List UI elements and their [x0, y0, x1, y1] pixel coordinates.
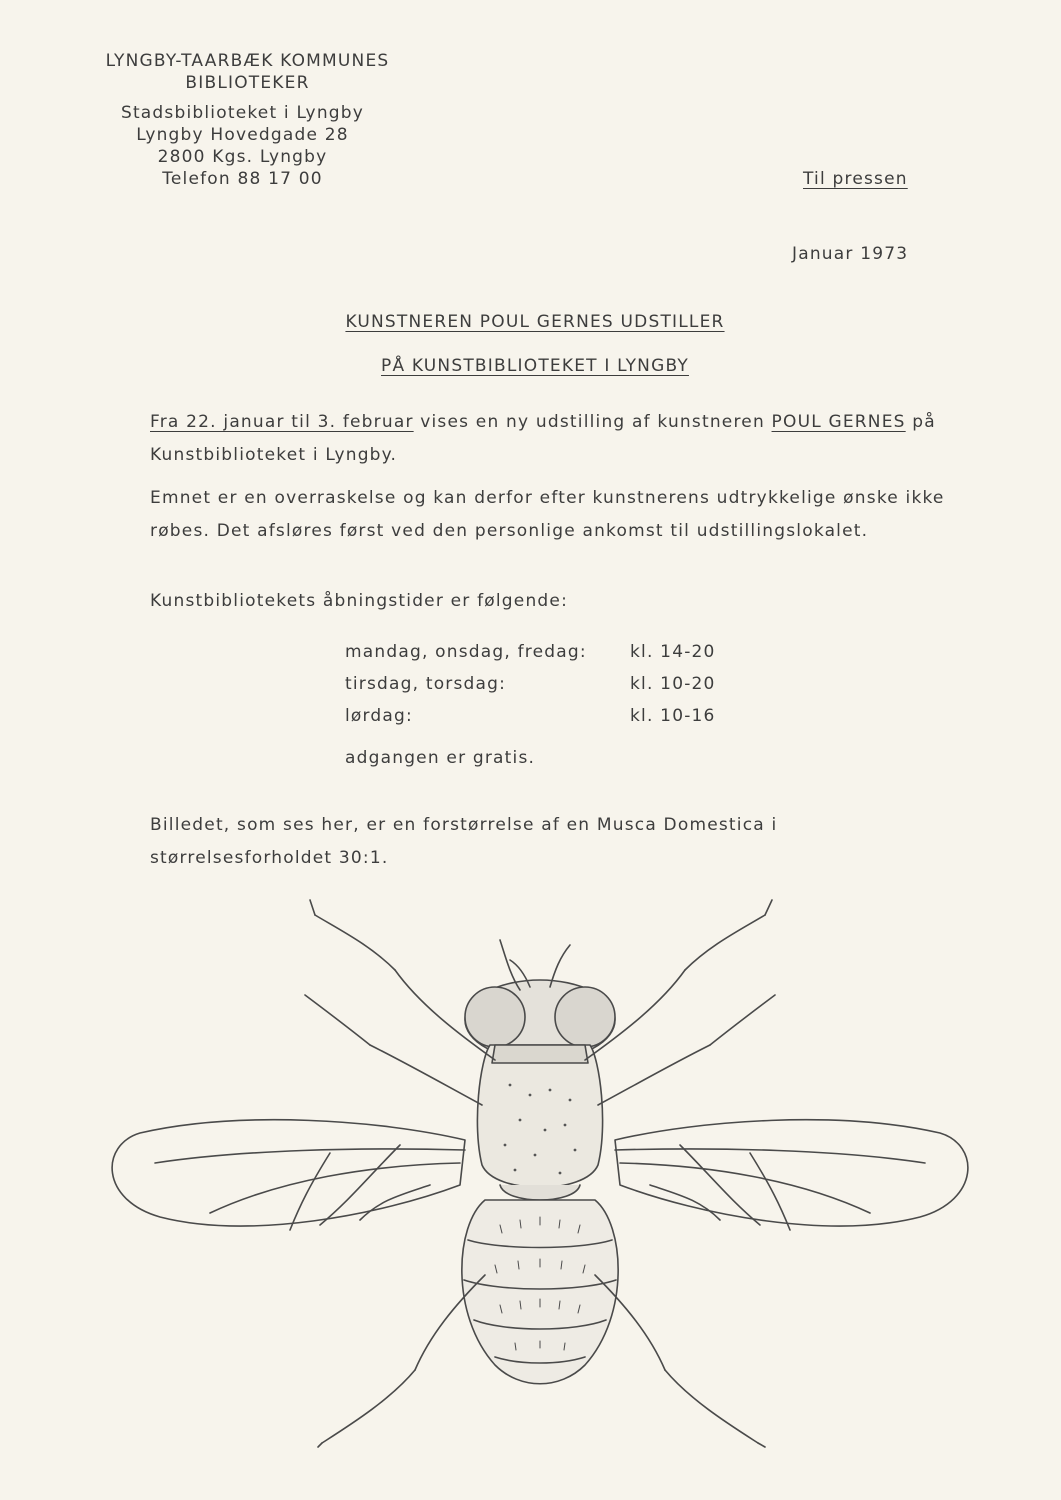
paragraph1-mid: vises en ny udstilling af kunstneren: [413, 412, 772, 432]
admission-note: adgangen er gratis.: [345, 748, 536, 768]
document-date: Januar 1973: [792, 244, 909, 264]
letterhead-org: [60, 50, 435, 94]
hours-row: [345, 700, 765, 732]
address-line-1: Stadsbiblioteket i Lyngby: [120, 103, 365, 123]
exhibition-dates: Fra 22. januar til 3. februar: [150, 412, 414, 432]
artist-name: POUL GERNES: [771, 412, 906, 432]
hours-row: [345, 636, 765, 668]
hours-days: lørdag:: [345, 706, 413, 726]
letterhead-address: [85, 102, 400, 190]
org-line-1: LYNGBY-TAARBÆK KOMMUNES: [105, 51, 390, 71]
opening-hours-table: [345, 636, 765, 732]
recipient-label: Til pressen: [803, 169, 908, 189]
paragraph-surprise: Emnet er en overraskelse og kan derfor efter kunstnerens udtrykkelige ønske ikke røbes. Det afsløres først ved den personlige ankomst til udstillingslokalet.: [150, 488, 945, 541]
housefly-illustration-icon: [100, 895, 980, 1475]
paragraph-exhibition-dates: [150, 406, 950, 472]
heading-line-1: KUNSTNEREN POUL GERNES UDSTILLER: [345, 312, 725, 332]
paragraph-illustration: Billedet, som ses her, er en forstørrelse af en Musca Domestica i størrelsesforholdet 30:1.: [150, 815, 778, 868]
heading-line-2: PÅ KUNSTBIBLIOTEKET I LYNGBY: [381, 356, 689, 376]
hours-time: kl. 14-20: [630, 642, 716, 662]
address-line-3: 2800 Kgs. Lyngby: [157, 147, 328, 167]
hours-row: [345, 668, 765, 700]
hours-time: kl. 10-20: [630, 674, 716, 694]
paragraph1-end: på Kunstbiblioteket i Lyngby.: [150, 412, 936, 465]
hours-days: mandag, onsdag, fredag:: [345, 642, 587, 662]
address-line-2: Lyngby Hovedgade 28: [136, 125, 349, 145]
org-line-2: BIBLIOTEKER: [185, 73, 310, 93]
hours-days: tirsdag, torsdag:: [345, 674, 507, 694]
address-phone: Telefon 88 17 00: [162, 169, 323, 189]
hours-intro: Kunstbibliotekets åbningstider er følgende:: [150, 591, 568, 611]
hours-time: kl. 10-16: [630, 706, 716, 726]
